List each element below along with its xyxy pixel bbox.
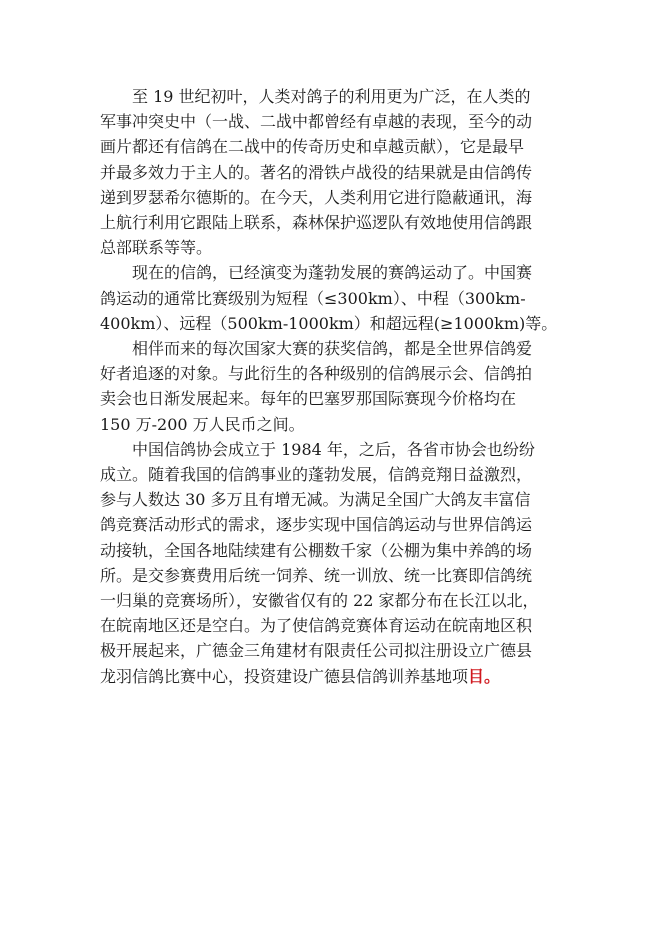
- text-line: 参与人数达 30 多万且有增无减。为满足全国广大鸽友丰富信: [100, 490, 531, 510]
- text-line: 好者追逐的对象。与此衍生的各种级别的信鸽展示会、信鸽拍: [100, 364, 533, 384]
- text-line: 动接轨，全国各地陆续建有公棚数千家（公棚为集中养鸽的场: [100, 540, 533, 560]
- text-line: 400km）、远程（500km-1000km）和超远程(≥1000km)等。: [100, 313, 558, 333]
- text-line: 递到罗瑟希尔德斯的。在今天，人类利用它进行隐蔽通讯，海: [100, 187, 533, 207]
- text-line: 成立。随着我国的信鸽事业的蓬勃发展，信鸽竞翔日益激烈，: [100, 465, 533, 485]
- text-line: 极开展起来，广德金三角建材有限责任公司拟注册设立广德县: [100, 641, 533, 661]
- text-line: 至 19 世纪初叶，人类对鸽子的利用更为广泛，在人类的: [132, 87, 531, 106]
- text-line-last: [100, 664, 580, 689]
- text-line: 鸽竞赛活动形式的需求，逐步实现中国信鸽运动与世界信鸽运: [100, 515, 533, 535]
- text-line: 现在的信鸽，已经演变为蓬勃发展的赛鸽运动了。中国赛: [132, 263, 533, 283]
- text-line: 相伴而来的每次国家大赛的获奖信鸽，都是全世界信鸽爱: [132, 339, 533, 359]
- text-line-content: 龙羽信鸽比赛中心，投资建设广德县信鸽训养基地项: [100, 666, 469, 686]
- paragraph-4: [100, 437, 580, 689]
- text-line: 卖会也日渐发展起来。每年的巴塞罗那国际赛现今价格均在: [100, 389, 517, 409]
- text-line: 150 万-200 万人民币之间。: [100, 414, 305, 434]
- text-line: 所。是交参赛费用后统一饲养、统一训放、统一比赛即信鸽统: [100, 565, 533, 585]
- paragraph-2: [100, 260, 580, 336]
- document-body: [100, 84, 580, 689]
- highlighted-text: 目。: [468, 666, 501, 686]
- paragraph-3: [100, 336, 580, 437]
- text-line: 一归巢的竞赛场所），安徽省仅有的 22 家都分布在长江以北，: [100, 591, 539, 611]
- text-line: 军事冲突史中（一战、二战中都曾经有卓越的表现，至今的动: [100, 112, 533, 132]
- text-line: 中国信鸽协会成立于 1984 年，之后，各省市协会也纷纷: [132, 439, 535, 459]
- text-line: 在皖南地区还是空白。为了使信鸽竞赛体育运动在皖南地区积: [100, 616, 533, 636]
- text-line: 画片都还有信鸽在二战中的传奇历史和卓越贡献），它是最早: [100, 137, 525, 157]
- text-line: 并最多效力于主人的。著名的滑铁卢战役的结果就是由信鸽传: [100, 162, 533, 182]
- paragraph-1: [100, 84, 580, 260]
- text-line: 上航行利用它跟陆上联系，森林保护巡逻队有效地使用信鸽跟: [100, 213, 533, 233]
- text-line: 总部联系等等。: [100, 238, 213, 258]
- text-line: 鸽运动的通常比赛级别为短程（≤300km）、中程（300km-: [100, 288, 526, 308]
